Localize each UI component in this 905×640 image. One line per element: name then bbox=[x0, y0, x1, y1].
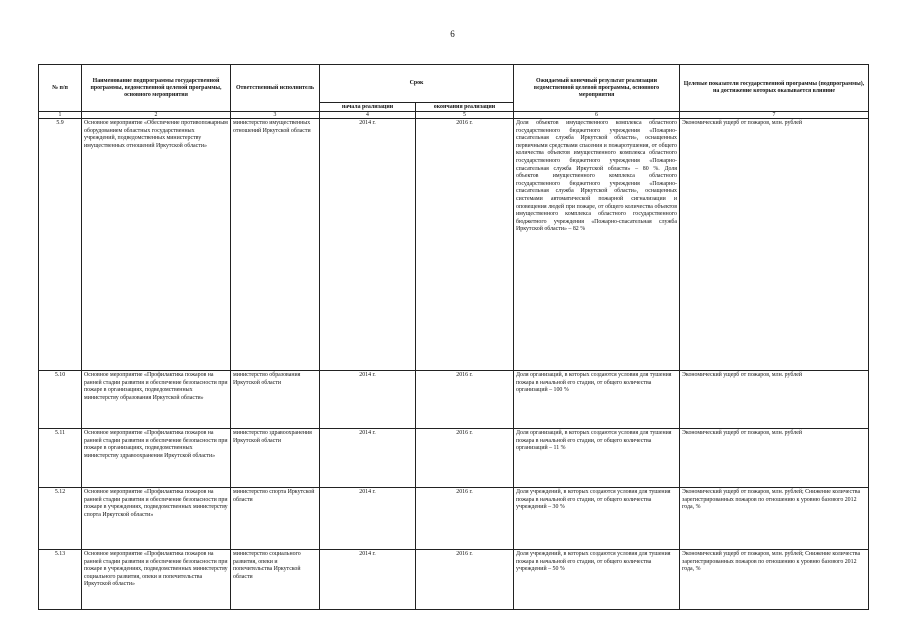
header-num: № п/п bbox=[39, 65, 82, 112]
header-executor: Ответственный исполнитель bbox=[231, 65, 320, 112]
header-term-start: начала реализации bbox=[320, 103, 416, 112]
row-start: 2014 г. bbox=[320, 429, 416, 488]
header-term: Срок bbox=[320, 65, 514, 103]
row-executor: министерство образования Иркутской области bbox=[231, 371, 320, 429]
header-name: Наименование подпрограммы государственной программы, ведомственной целевой программы, основного мероприятия bbox=[82, 65, 231, 112]
row-result: Доля организаций, в которых создаются условия для тушения пожара в начальной его стадии, от общего количества организаций – 100 % bbox=[514, 371, 680, 429]
column-number: 4 bbox=[320, 112, 416, 119]
row-num: 5.11 bbox=[39, 429, 82, 488]
table-row bbox=[39, 488, 869, 550]
row-result: Доля объектов имущественного комплекса областного государственного бюджетного учреждения «Пожарно-спасательная служба Иркутской области», оснащенных первичными средствами спасения и пожаротушения, от общего количества объектов имущественного комплекса областного государственного бюджетного учреждения «Пожарно-спасательная служба Иркутской области» – 80 %. Доля объектов имущественного комплекса областного государственного бюджетного учреждения «Пожарно-спасательная служба Иркутской области», оснащенных системами автоматической пожарной сигнализации и оповещения людей при пожаре, от общего количества объектов имущественного комплекса областного государственного бюджетного учреждения «Пожарно-спасательная служба Иркутской области» – 82 % bbox=[514, 119, 680, 371]
header-result: Ожидаемый конечный результат реализации ведомственной целевой программы, основного мероприятия bbox=[514, 65, 680, 112]
row-num: 5.13 bbox=[39, 550, 82, 610]
row-start: 2014 г. bbox=[320, 371, 416, 429]
row-result: Доля учреждений, в которых создаются условия для тушения пожара в начальной его стадии, от общего количества учреждений – 50 % bbox=[514, 550, 680, 610]
row-indicators: Экономический ущерб от пожаров, млн. рублей bbox=[680, 119, 869, 371]
row-start: 2014 г. bbox=[320, 550, 416, 610]
column-numbers-row bbox=[39, 112, 869, 119]
row-end: 2016 г. bbox=[416, 119, 514, 371]
row-end: 2016 г. bbox=[416, 429, 514, 488]
table-row bbox=[39, 429, 869, 488]
header-indicators: Целевые показатели государственной программы (подпрограммы), на достижение которых оказывается влияние bbox=[680, 65, 869, 112]
column-number: 3 bbox=[231, 112, 320, 119]
table-row bbox=[39, 119, 869, 371]
row-name: Основное мероприятие «Профилактика пожаров на ранней стадии развития и обеспечение безопасности при пожаре в учреждениях, подведомственных министерству спорта Иркутской области» bbox=[82, 488, 231, 550]
row-result: Доля организаций, в которых создаются условия для тушения пожара в начальной его стадии, от общего количества организаций – 11 % bbox=[514, 429, 680, 488]
row-num: 5.9 bbox=[39, 119, 82, 371]
page-number: 6 bbox=[450, 29, 455, 39]
column-number: 2 bbox=[82, 112, 231, 119]
row-name: Основное мероприятие «Обеспечение противопожарным оборудованием областных государственных учреждений, подведомственных министерству имущественных отношений Иркутской области» bbox=[82, 119, 231, 371]
row-end: 2016 г. bbox=[416, 550, 514, 610]
row-indicators: Экономический ущерб от пожаров, млн. рублей bbox=[680, 429, 869, 488]
row-name: Основное мероприятие «Профилактика пожаров на ранней стадии развития и обеспечение безопасности при пожаре в организациях, подведомственных министерству здравоохранения Иркутской области» bbox=[82, 429, 231, 488]
measures-table bbox=[38, 64, 869, 610]
row-indicators: Экономический ущерб от пожаров, млн. рублей; Снижение количества зарегистрированных пожаров по отношению к уровню базового 2012 года, % bbox=[680, 550, 869, 610]
row-executor: министерство имущественных отношений Иркутской области bbox=[231, 119, 320, 371]
header-term-end: окончания реализации bbox=[416, 103, 514, 112]
row-executor: министерство спорта Иркутской области bbox=[231, 488, 320, 550]
row-result: Доля учреждений, в которых создаются условия для тушения пожара в начальной его стадии, от общего количества учреждений – 30 % bbox=[514, 488, 680, 550]
column-number: 1 bbox=[39, 112, 82, 119]
row-start: 2014 г. bbox=[320, 119, 416, 371]
row-name: Основное мероприятие «Профилактика пожаров на ранней стадии развития и обеспечение безопасности при пожаре в организациях, подведомственных министерству образования Иркутской области» bbox=[82, 371, 231, 429]
table-row bbox=[39, 371, 869, 429]
row-executor: министерство здравоохранения Иркутской области bbox=[231, 429, 320, 488]
row-end: 2016 г. bbox=[416, 371, 514, 429]
row-indicators: Экономический ущерб от пожаров, млн. рублей bbox=[680, 371, 869, 429]
row-start: 2014 г. bbox=[320, 488, 416, 550]
column-number: 5 bbox=[416, 112, 514, 119]
row-num: 5.12 bbox=[39, 488, 82, 550]
row-num: 5.10 bbox=[39, 371, 82, 429]
row-name: Основное мероприятие «Профилактика пожаров на ранней стадии развития и обеспечение безопасности при пожаре в учреждениях, подведомственных министерству социального развития, опеки и попечительства Иркутской области» bbox=[82, 550, 231, 610]
column-number: 7 bbox=[680, 112, 869, 119]
row-executor: министерство социального развития, опеки и попечительства Иркутской области bbox=[231, 550, 320, 610]
row-indicators: Экономический ущерб от пожаров, млн. рублей; Снижение количества зарегистрированных пожаров по отношению к уровню базового 2012 года, % bbox=[680, 488, 869, 550]
table-row bbox=[39, 550, 869, 610]
column-number: 6 bbox=[514, 112, 680, 119]
row-end: 2016 г. bbox=[416, 488, 514, 550]
